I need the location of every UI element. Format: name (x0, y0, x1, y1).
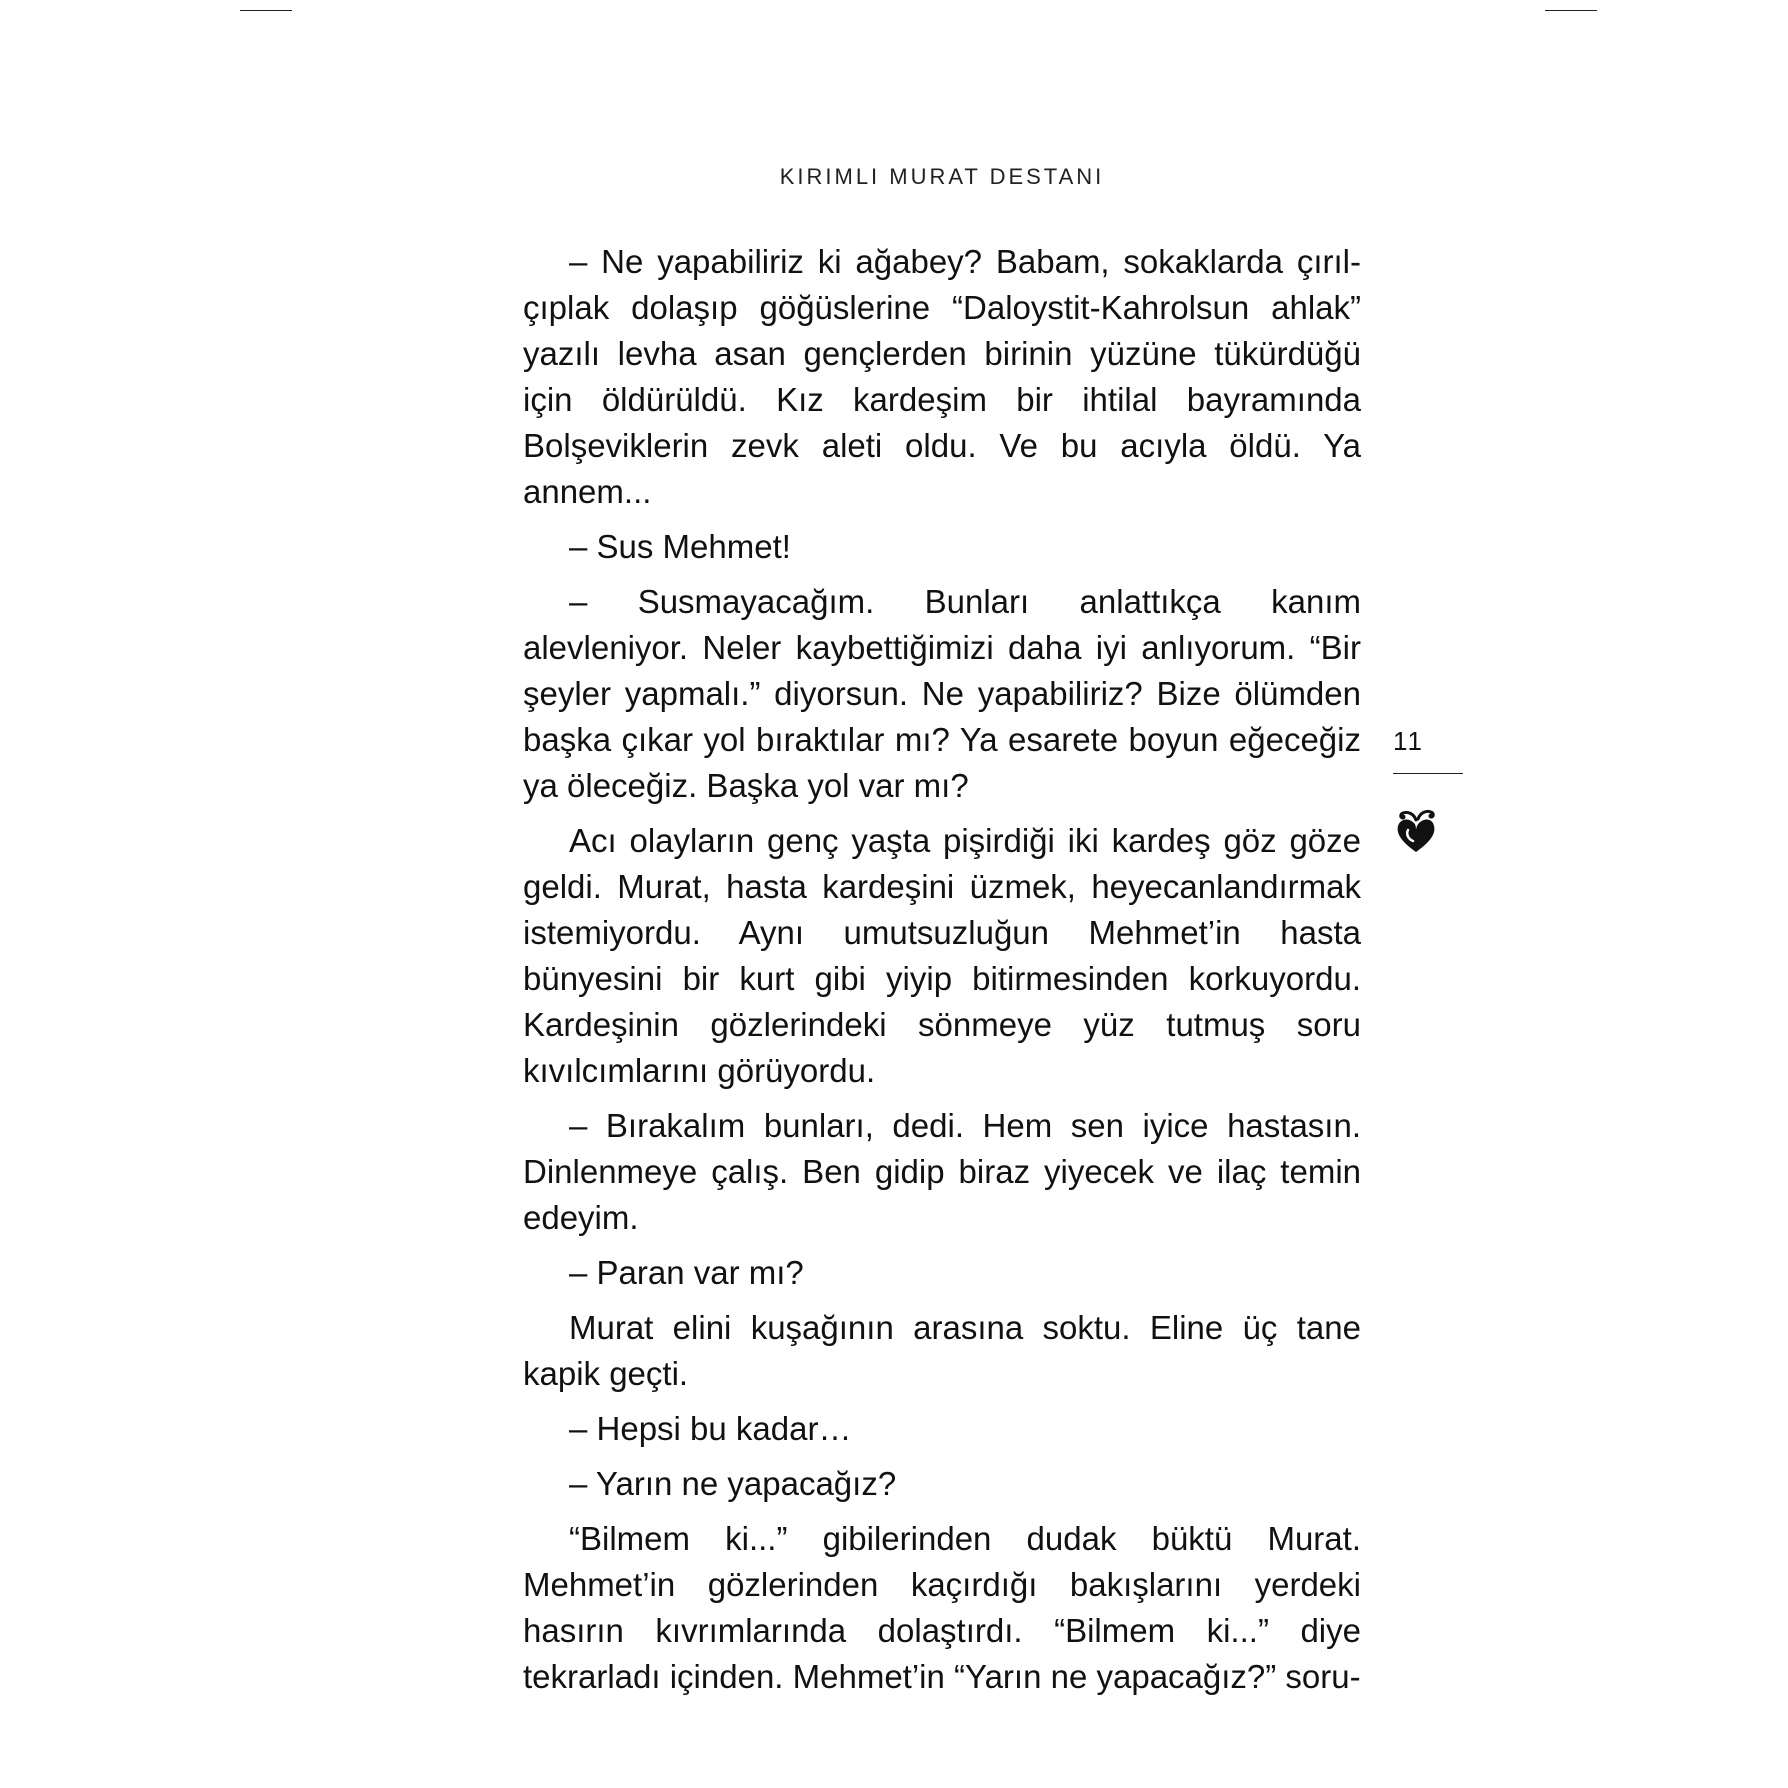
page-number-rule (1393, 773, 1463, 774)
paragraph: – Paran var mı? (569, 1254, 804, 1291)
paragraph: – Ne yapabiliriz ki ağabey? Babam, sokaklarda çırıl-çıplak dolaşıp göğüslerine “Daloystit-Kahrolsun ahlak” yazılı levha asan gençlerden birinin yüzüne tükürdüğü için öldürüldü. Kız kardeşim bir ihtilal bayramında Bolşeviklerin zevk aleti oldu. Ve bu acıyla öldü. Ya annem... (523, 243, 1361, 510)
body-text (523, 239, 1361, 1709)
paragraph: “Bilmem ki...” gibilerinden dudak büktü Murat. Mehmet’in gözlerinden kaçırdığı bakışlarını yerdeki hasırın kıvrımlarında dolaştırdı. “Bilmem ki...” diye tekrarladı içinden. Mehmet’in “Yarın ne yapacağız?” soru- (523, 1520, 1361, 1695)
page-number: 11 (1393, 726, 1424, 756)
paragraph: – Bırakalım bunları, dedi. Hem sen iyice hastasın. Dinlenmeye çalış. Ben gidip biraz yiyecek ve ilaç temin edeyim. (523, 1107, 1361, 1236)
paragraph: – Sus Mehmet! (569, 528, 791, 565)
paragraph: – Hepsi bu kadar… (569, 1410, 852, 1447)
paragraph: – Yarın ne yapacağız? (569, 1465, 897, 1502)
fleuron-heart-icon (1392, 808, 1440, 858)
paragraph: Murat elini kuşağının arasına soktu. Eline üç tane kapik geçti. (523, 1309, 1361, 1392)
paragraph: Acı olayların genç yaşta pişirdiği iki kardeş göz göze geldi. Murat, hasta kardeşini üzmek, heyecanlandırmak istemiyordu. Aynı umutsuzluğun Mehmet’in hasta bünyesini bir kurt gibi yiyip bitirmesinden korkuyordu. Kardeşinin gözlerindeki sönmeye yüz tutmuş soru kıvılcımlarını görüyordu. (523, 822, 1361, 1089)
paragraph: – Susmayacağım. Bunları anlattıkça kanım alevleniyor. Neler kaybettiğimizi daha iyi anlıyorum. “Bir şeyler yapmalı.” diyorsun. Ne yapabiliriz? Bize ölümden başka çıkar yol bıraktılar mı? Ya esarete boyun eğeceğiz ya öleceğiz. Başka yol var mı? (523, 583, 1361, 804)
crop-mark-right (1545, 10, 1597, 11)
crop-mark-left (240, 10, 292, 11)
running-head: KIRIMLI MURAT DESTANI (779, 164, 1105, 189)
